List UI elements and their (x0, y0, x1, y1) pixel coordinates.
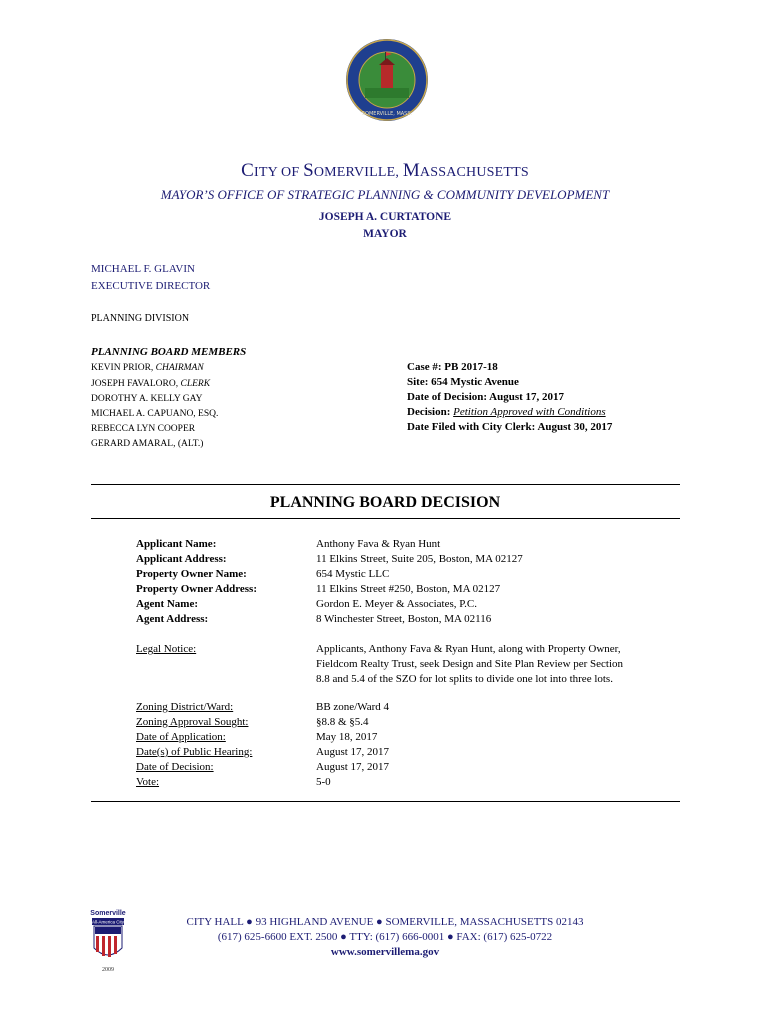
applicant-labels: Applicant Name: Applicant Address: Property Owner Name: Property Owner Address: Agent Name: Agent Address: (136, 538, 257, 625)
planning-board-heading: PLANNING BOARD MEMBERS (91, 346, 247, 358)
director-title: EXECUTIVE DIRECTOR (91, 280, 211, 292)
seal-text: SOMERVILLE, MASS. (361, 111, 413, 117)
mayor-office-heading: MAYOR’S OFFICE OF STRATEGIC PLANNING & COMMUNITY DEVELOPMENT (160, 187, 610, 202)
board-member: MICHAEL A. CAPUANO, ESQ. (91, 409, 219, 419)
director-name: MICHAEL F. GLAVIN (91, 263, 195, 275)
mayor-name: JOSEPH A. CURTATONE (318, 211, 452, 223)
legal-notice-label: Legal Notice: (136, 643, 197, 655)
footer-address: CITY HALL ● 93 HIGHLAND AVENUE ● SOMERVILLE, MASSACHUSETTS 02143 (186, 916, 584, 928)
board-member: JOSEPH FAVALORO, CLERK (91, 379, 211, 389)
legal-notice-text: Applicants, Anthony Fava & Ryan Hunt, along with Property Owner, Fieldcom Realty Trust, seek Design and Site Plan Review per Section 8.8 and 5.4 of the SZO for lot splits to divide one lot into three lots. (316, 643, 624, 685)
case-info (407, 360, 612, 435)
svg-text:All-America City: All-America City (91, 919, 125, 925)
footer-phone: (617) 625-6600 EXT. 2500 ● TTY: (617) 666-0001 ● FAX: (617) 625-0722 (217, 931, 553, 943)
board-member: DOROTHY A. KELLY GAY (91, 394, 203, 404)
planning-division: PLANNING DIVISION (91, 313, 190, 324)
divider (91, 801, 680, 802)
board-member: KEVIN PRIOR, CHAIRMAN (91, 363, 204, 373)
mayor-title: MAYOR (363, 228, 407, 240)
applicant-values: Anthony Fava & Ryan Hunt 11 Elkins Street, Suite 205, Boston, MA 02127 654 Mystic LLC 11 Elkins Street #250, Boston, MA 02127 Gordon E. Meyer & Associates, P.C. 8 Winchester Street, Boston, MA 02116 (316, 538, 523, 625)
footer-website-link[interactable]: www.somervillema.gov (330, 946, 440, 958)
case-decision: Decision: Petition Approved with Conditions (407, 406, 606, 418)
case-date-filed: Date Filed with City Clerk: August 30, 2017 (407, 421, 613, 433)
city-title: CITY OF SOMERVILLE, MASSACHUSETTS (241, 160, 529, 181)
decision-title: PLANNING BOARD DECISION (269, 494, 501, 511)
divider (91, 484, 680, 485)
divider (91, 518, 680, 519)
svg-text:2009: 2009 (102, 967, 114, 973)
svg-text:Somerville: Somerville (90, 910, 126, 917)
case-number: Case #: PB 2017-18 (407, 361, 498, 373)
board-member: GERARD AMARAL, (ALT.) (91, 439, 204, 449)
zoning-labels: Zoning District/Ward: Zoning Approval Sought: Date of Application: Date(s) of Public Hearing: Date of Decision: Vote: (136, 701, 253, 788)
zoning-values: BB zone/Ward 4 §8.8 & §5.4 May 18, 2017 August 17, 2017 August 17, 2017 5-0 (316, 701, 390, 788)
case-site: Site: 654 Mystic Avenue (407, 376, 519, 388)
city-seal-logo (345, 38, 429, 122)
board-member: REBECCA LYN COOPER (91, 424, 196, 434)
case-date-of-decision: Date of Decision: August 17, 2017 (407, 391, 565, 403)
